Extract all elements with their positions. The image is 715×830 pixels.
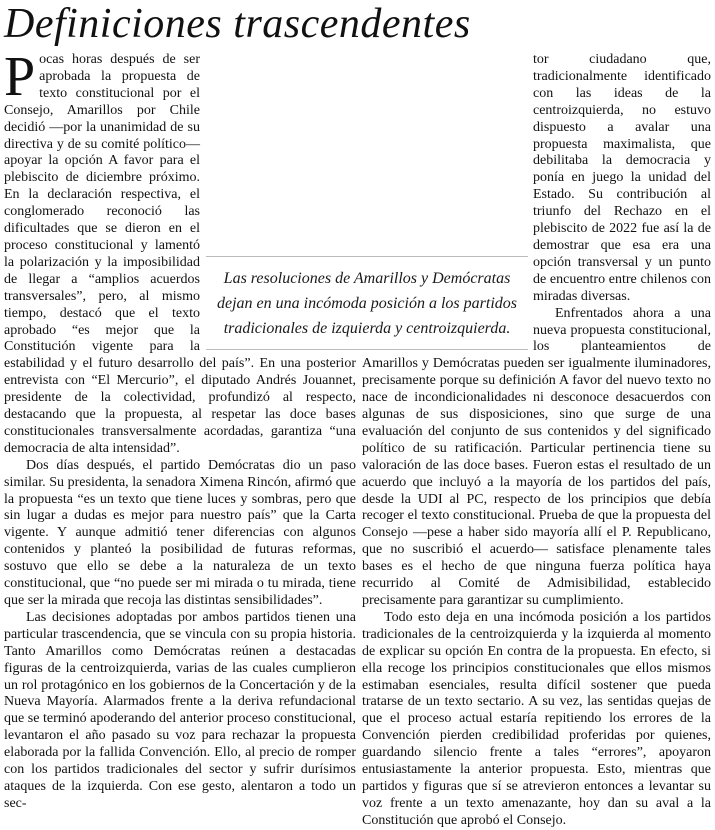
drop-cap: P [4,46,36,108]
article-paragraph: Dos días después, el partido Demócratas dio un paso similar. Su presidenta, la senadora Ximena Rincón, afirmó que la propuesta “es un texto que tiene luces y sombras, pero que sin lugar a dudas es mejor para nuestro país” que la Carta vigente. Y aunque admitió tener diferencias con algunos contenidos y planteó la posibilidad de futuras reformas, sostuvo que ello se debe a la naturaleza de un texto constitucional, que “no puede ser mi mirada o tu mirada, tiene que ser la mirada que recoja las distintas sensibilidades”. [4,457,356,608]
headline: Definiciones trascendentes [4,1,471,47]
article-paragraph: Las decisiones adoptadas por ambos partidos tienen una particular trascendencia, que se vincula con su propia historia. Tanto Amarillos como Demócratas reúnen a destacadas figuras de la centroizquierda, varias de las cuales cumplieron un rol protagónico en los gobiernos de la Concertación y de la Nueva Mayoría. Alarmados frente a la deriva refundacional que se terminó apoderando del anterior proceso constitucional, levantaron el año pasado su voz para rechazar la propuesta elaborada por la fallida Convención. Ello, al precio de romper con los partidos tradicionales del sector y sufrir durísimos ataques de la izquierda. Con ese gesto, alentaron a todo un sec- [4,609,356,811]
article-column-left [4,46,356,813]
pull-quote-text: Las resoluciones de Amarillos y Demócratas dejan en una incómoda posición a los partidos tradicionales de izquierda y centroizquierda. [217,269,517,337]
pull-quote [206,256,528,350]
paragraph-text: ocas horas después de ser aprobada la propuesta de texto constitucional por el Consejo, Amarillos por Chile decidió —por la unanimidad de su directiva y de su comité político— apoyar la opción A favor para el plebiscito de diciembre próximo. En la declaración respectiva, el conglomerado reconoció las dificultades que se dieron en el proceso constitucional y lamentó la polarización y la imposibilidad de llegar a “amplios acuerdos transversales”, pero, al mismo tiempo, destacó que el texto aprobado “es mejor que la Constitución vigente para la estabilidad y el futuro desarrollo del país”. En una posterior entrevista con “El Mercurio”, el diputado Andrés Jouannet, presidente de la colectividad, profundizó al respecto, destacando que la propuesta, al respetar las doce bases constitucionales transversalmente acordadas, garantiza “una democracia de alta intensidad”. [4,52,356,456]
article-paragraph: tor ciudadano que, tradicionalmente identificado con las ideas de la centroizquierda, no estuvo dispuesto a avalar una propuesta maximalista, que debilitaba la democracia y ponía en juego la unidad del Estado. Su contribución al triunfo del Rechazo en el plebiscito de 2022 fue así la de demostrar que esa era una opción transversal y un punto de encuentro entre chilenos con miradas diversas. [533,52,711,304]
article-column-right [362,52,711,830]
article-paragraph: Todo esto deja en una incómoda posición a los partidos tradicionales de la centroizquierda y la izquierda al momento de explicar su opción En contra de la propuesta. En efecto, si ella recoge los principios constitucionales que ellos mismos estimaban esenciales, resulta difícil sostener que pueda tratarse de un texto sectario. A su vez, las sentidas quejas de que el proceso actual estaría repitiendo los errores de la Convención pierden credibilidad proferidas por quienes, guardando silencio frente a tales “errores”, apoyaron entusiastamente la anterior propuesta. Esto, mientras que partidos y figuras que sí se atrevieron entonces a levantar su voz frente a un texto amenazante, hoy dan su aval a la Constitución que aprobó el Consejo. [362,609,711,828]
article-paragraph: Enfrentados ahora a una nueva propuesta constitucional, los planteamientos de Amarillos y Demócratas pueden ser igualmente iluminadores, precisamente porque su definición A favor del nuevo texto no nace de incondicionalidades ni desconoce desacuerdos con algunas de sus disposiciones, sino que surge de una evaluación del conjunto de sus contenidos y del significado político de su ratificación. Particular pertinencia tiene su valoración de las doce bases. Fueron estas el resultado de un acuerdo que incluyó a la mayoría de los partidos del país, desde la UDI al PC, respecto de los principios que debía recoger el texto constitucional. Prueba de que la propuesta del Consejo —pese a haber sido mayoría allí el P. Republicano, que no suscribió el acuerdo— satisface plenamente tales bases es el hecho de que ninguna fuerza política haya recurrido al Comité de Admisibilidad, establecido precisamente para garantizar su cumplimiento. [362,305,711,608]
